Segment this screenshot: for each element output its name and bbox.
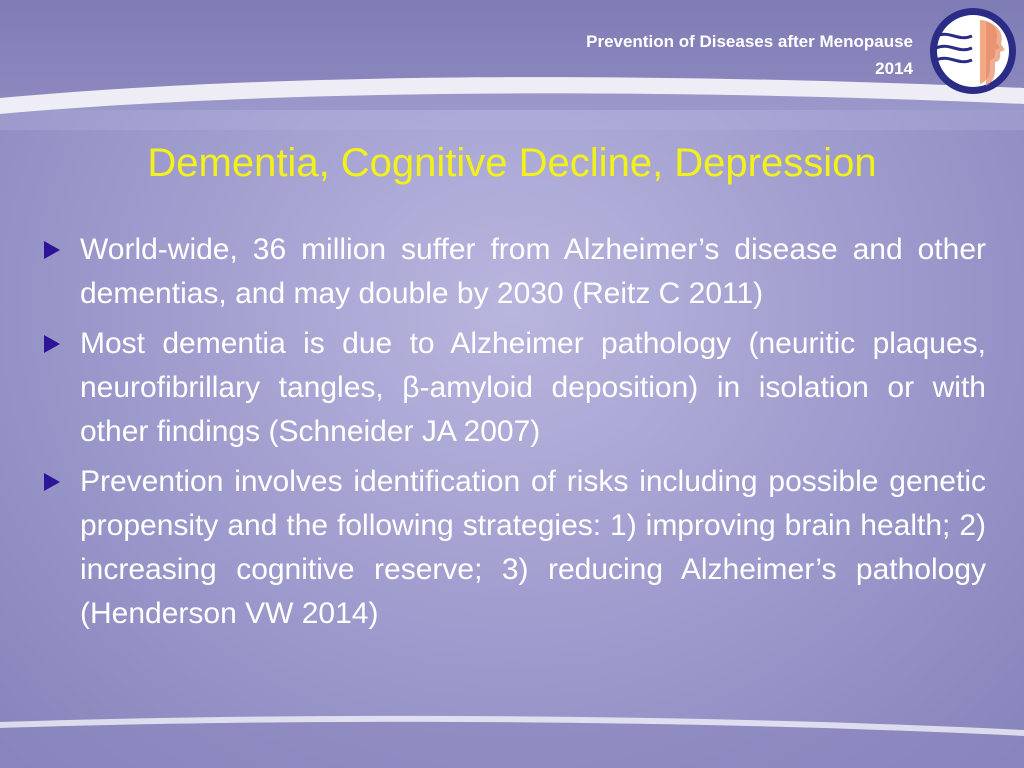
bullet-text: Prevention involves identification of risks including possible genetic propensity and the following strategies: 1) improving brain health; 2) increasing cognitive reserve; 3) reducing Alzheimer’s pathology (Henderson VW 2014) <box>80 465 986 630</box>
profile-faces-logo-icon <box>928 6 1018 96</box>
bullet-text: World-wide, 36 million suffer from Alzheimer’s disease and other dementias, and may double by 2030 (Reitz C 2011) <box>80 233 986 310</box>
header-year: 2014 <box>875 59 913 78</box>
list-item <box>40 460 986 636</box>
triangle-bullet-icon <box>44 473 60 491</box>
header-title: Prevention of Diseases after Menopause <box>586 32 913 51</box>
list-item <box>40 228 986 316</box>
list-item <box>40 322 986 454</box>
bullet-text: Most dementia is due to Alzheimer pathology (neuritic plaques, neurofibrillary tangles, β-amyloid deposition) in isolation or with other findings (Schneider JA 2007) <box>80 327 986 448</box>
footer-curve-divider <box>0 700 1024 768</box>
triangle-bullet-icon <box>44 335 60 353</box>
header-caption <box>586 28 913 82</box>
bullet-list <box>40 228 986 642</box>
slide-title: Dementia, Cognitive Decline, Depression <box>147 141 877 185</box>
triangle-bullet-icon <box>44 241 60 259</box>
